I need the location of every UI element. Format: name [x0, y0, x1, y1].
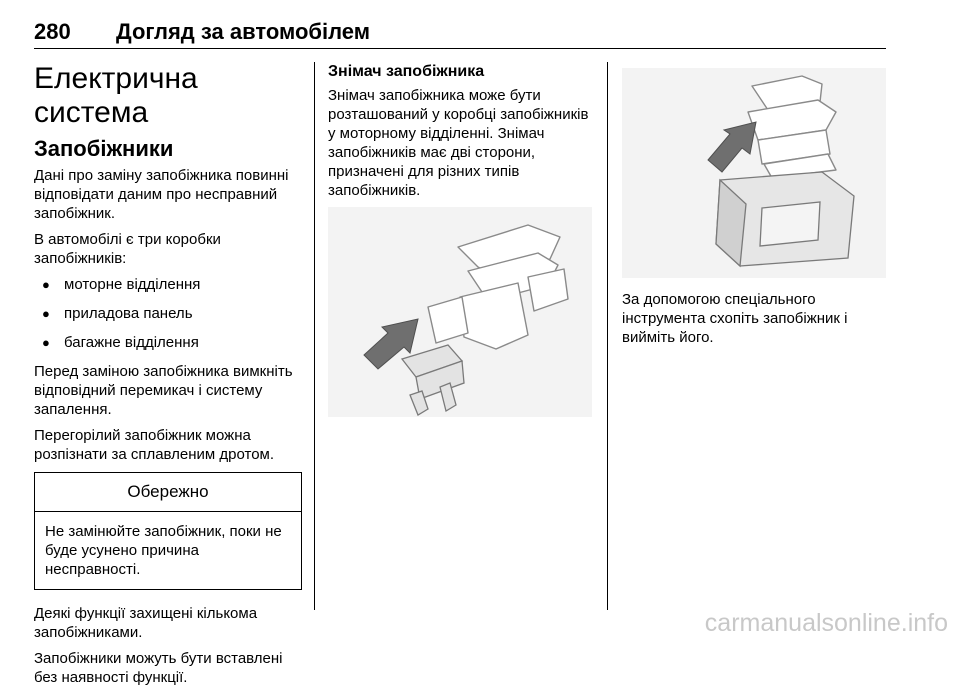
subsection-heading: Знімач запобіжника: [328, 63, 485, 80]
column-left: [34, 62, 302, 694]
section-title: Електрична система: [34, 62, 198, 129]
column-divider: [314, 62, 315, 610]
paragraph: Дані про заміну запобіжника повинні відповідати даним про несправний запобіжник.: [34, 167, 289, 222]
caution-box: [34, 472, 302, 590]
chapter-title: Догляд за автомобілем: [116, 19, 371, 44]
list-item: ● багажне відділення: [34, 333, 302, 352]
subsection-title: Запобіжники: [34, 136, 174, 161]
fuse-box-list: [34, 275, 302, 352]
paragraph: Перед заміною запобіжника вимкніть відповідний перемикач і систему запалення.: [34, 363, 293, 418]
page-header: [34, 18, 886, 49]
fuse-puller-figure: [328, 207, 592, 417]
fuse-cartridge-icon: [622, 68, 886, 278]
fuse-removal-figure: [622, 68, 886, 278]
column-divider: [607, 62, 608, 610]
watermark: carmanualsonline.info: [704, 609, 948, 637]
paragraph: В автомобілі є три коробки запобіжників:: [34, 231, 221, 267]
caution-body: [35, 512, 301, 589]
caution-text: Не замінюйте запобіжник, поки не буде усунено причина несправності.: [45, 523, 282, 578]
paragraph: Деякі функції захищені кількома запобіжниками.: [34, 605, 258, 641]
fuse-puller-icon: [328, 207, 592, 417]
column-middle: [328, 62, 596, 429]
paragraph: Знімач запобіжника може бути розташований у коробці запобіжників у моторному відділенні. Знімач запобіжників має дві сторони, призначені для різних типів запобіжників.: [328, 87, 589, 199]
paragraph: Перегорілий запобіжник можна розпізнати за сплавленим дротом.: [34, 427, 275, 463]
caution-title: Обережно: [35, 473, 301, 512]
column-right: [622, 62, 886, 354]
page-number: 280: [34, 19, 71, 44]
paragraph: Запобіжники можуть бути вставлені без наявності функції.: [34, 650, 283, 686]
list-item: ● моторне відділення: [34, 275, 302, 294]
list-item: ● приладова панель: [34, 304, 302, 323]
paragraph: За допомогою спеціального інструмента схопіть запобіжник і вийміть його.: [622, 291, 848, 346]
